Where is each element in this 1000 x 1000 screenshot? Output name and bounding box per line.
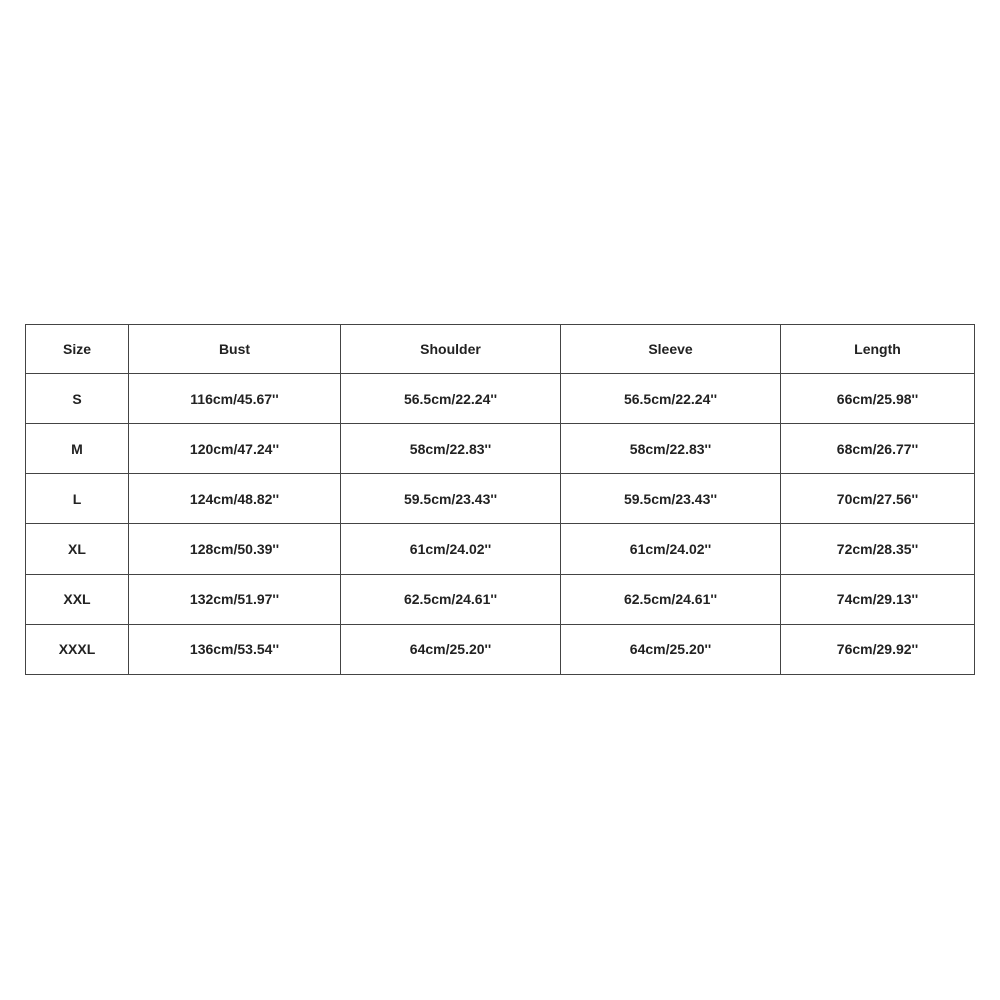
cell-length: 66cm/25.98'': [781, 374, 975, 424]
cell-sleeve: 62.5cm/24.61'': [561, 574, 781, 624]
table-row: [26, 574, 975, 624]
cell-sleeve: 61cm/24.02'': [561, 524, 781, 574]
cell-shoulder: 62.5cm/24.61'': [341, 574, 561, 624]
cell-length: 70cm/27.56'': [781, 474, 975, 524]
cell-size: XXXL: [26, 624, 129, 674]
cell-shoulder: 61cm/24.02'': [341, 524, 561, 574]
table-row: [26, 374, 975, 424]
cell-sleeve: 58cm/22.83'': [561, 424, 781, 474]
header-bust: Bust: [129, 325, 341, 374]
table-row: [26, 424, 975, 474]
size-chart-table: [25, 324, 975, 675]
cell-size: M: [26, 424, 129, 474]
table-row: [26, 474, 975, 524]
cell-shoulder: 64cm/25.20'': [341, 624, 561, 674]
cell-size: XXL: [26, 574, 129, 624]
table-header-row: [26, 325, 975, 374]
header-size: Size: [26, 325, 129, 374]
cell-shoulder: 59.5cm/23.43'': [341, 474, 561, 524]
header-shoulder: Shoulder: [341, 325, 561, 374]
cell-length: 76cm/29.92'': [781, 624, 975, 674]
cell-shoulder: 58cm/22.83'': [341, 424, 561, 474]
cell-sleeve: 59.5cm/23.43'': [561, 474, 781, 524]
header-length: Length: [781, 325, 975, 374]
cell-bust: 128cm/50.39'': [129, 524, 341, 574]
cell-length: 72cm/28.35'': [781, 524, 975, 574]
cell-sleeve: 64cm/25.20'': [561, 624, 781, 674]
cell-size: L: [26, 474, 129, 524]
cell-bust: 124cm/48.82'': [129, 474, 341, 524]
cell-length: 68cm/26.77'': [781, 424, 975, 474]
table-row: [26, 624, 975, 674]
cell-length: 74cm/29.13'': [781, 574, 975, 624]
cell-size: XL: [26, 524, 129, 574]
cell-bust: 120cm/47.24'': [129, 424, 341, 474]
table-row: [26, 524, 975, 574]
cell-sleeve: 56.5cm/22.24'': [561, 374, 781, 424]
cell-bust: 132cm/51.97'': [129, 574, 341, 624]
header-sleeve: Sleeve: [561, 325, 781, 374]
cell-size: S: [26, 374, 129, 424]
cell-shoulder: 56.5cm/22.24'': [341, 374, 561, 424]
cell-bust: 116cm/45.67'': [129, 374, 341, 424]
cell-bust: 136cm/53.54'': [129, 624, 341, 674]
